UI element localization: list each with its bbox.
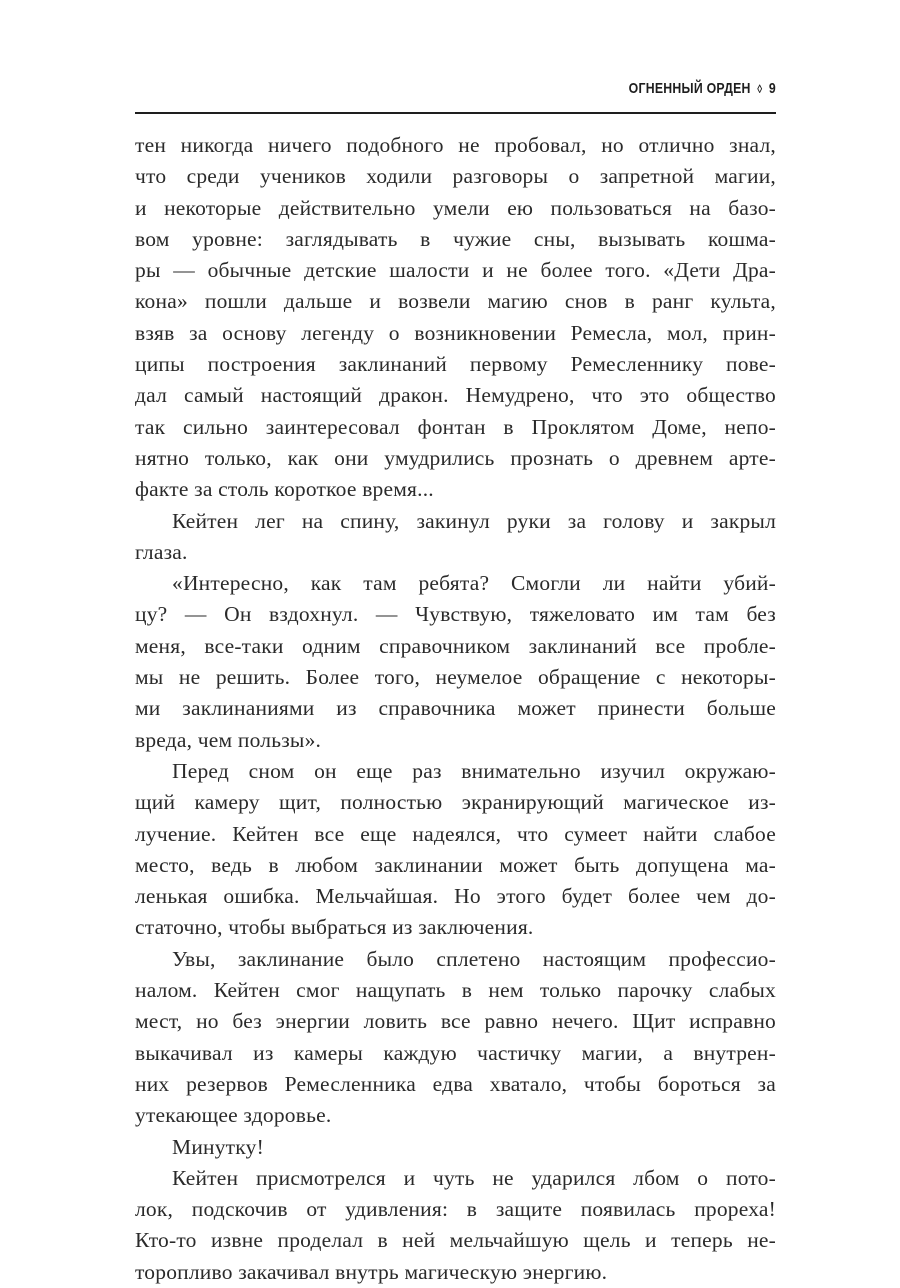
paragraph bbox=[135, 1163, 776, 1288]
text-line: лучение. Кейтен все еще надеялся, что сумеет найти слабое bbox=[135, 821, 776, 846]
text-line: ры — обычные детские шалости и не более того. «Дети Дра- bbox=[135, 258, 776, 283]
text-line: «Интересно, как там ребята? Смогли ли найти убий- bbox=[172, 571, 776, 596]
text-line: Кейтен лег на спину, закинул руки за голову и закрыл bbox=[172, 508, 776, 533]
text-line: и некоторые действительно умели ею пользоваться на базо- bbox=[135, 195, 776, 220]
text-line: ципы построения заклинаний первому Ремесленнику пове- bbox=[135, 352, 776, 377]
header-rule bbox=[135, 112, 776, 114]
text-line: цу? — Он вздохнул. — Чувствую, тяжеловато им там без bbox=[135, 602, 776, 627]
text-line: вреда, чем пользы». bbox=[135, 727, 322, 752]
paragraph bbox=[135, 506, 776, 569]
running-title: ОГНЕННЫЙ ОРДЕН bbox=[628, 80, 751, 97]
text-line: мы не решить. Более того, неумелое обращение с некоторы- bbox=[135, 665, 776, 690]
page-number: 9 bbox=[768, 80, 776, 97]
text-line: них резервов Ремесленника едва хватало, чтобы бороться за bbox=[135, 1071, 776, 1096]
body-text bbox=[135, 130, 776, 1288]
text-line: Минутку! bbox=[172, 1134, 264, 1159]
text-line: налом. Кейтен смог нащупать в нем только парочку слабых bbox=[135, 978, 776, 1003]
paragraph bbox=[135, 130, 776, 506]
text-line: мест, но без энергии ловить все равно нечего. Щит исправно bbox=[135, 1009, 776, 1034]
paragraph bbox=[135, 756, 776, 944]
text-line: Кейтен присмотрелся и чуть не ударился лбом о пото- bbox=[172, 1165, 776, 1190]
text-line: дал самый настоящий дракон. Немудрено, что это общество bbox=[135, 383, 776, 408]
text-line: Перед сном он еще раз внимательно изучил окружаю- bbox=[172, 758, 776, 783]
text-line: факте за столь короткое время... bbox=[135, 477, 434, 502]
text-line: тен никогда ничего подобного не пробовал, но отлично знал, bbox=[135, 133, 776, 157]
text-line: вом уровне: заглядывать в чужие сны, вызывать кошма- bbox=[135, 226, 776, 251]
text-line: выкачивал из камеры каждую частичку магии, а внутрен- bbox=[135, 1040, 776, 1065]
text-line: утекающее здоровье. bbox=[135, 1103, 332, 1128]
text-line: лок, подскочив от удивления: в защите появилась прореха! bbox=[135, 1197, 776, 1222]
text-line: ми заклинаниями из справочника может принести больше bbox=[135, 696, 776, 721]
text-line: нятно только, как они умудрились прознать о древнем арте- bbox=[135, 445, 776, 470]
running-header bbox=[250, 80, 776, 106]
text-line: торопливо закачивал внутрь магическую энергию. bbox=[135, 1259, 608, 1284]
text-line: меня, все-таки одним справочником заклинаний все пробле- bbox=[135, 633, 776, 658]
text-line: взяв за основу легенду о возникновении Ремесла, мол, прин- bbox=[135, 320, 776, 345]
text-line: ленькая ошибка. Мельчайшая. Но этого будет более чем до- bbox=[135, 884, 776, 909]
paragraph bbox=[135, 944, 776, 1132]
paragraph bbox=[135, 568, 776, 756]
text-line: статочно, чтобы выбраться из заключения. bbox=[135, 915, 534, 940]
text-line: Кто-то извне проделал в ней мельчайшую щель и теперь не- bbox=[135, 1228, 776, 1253]
paragraph bbox=[135, 1132, 776, 1163]
text-line: щий камеру щит, полностью экранирующий магическое из- bbox=[135, 790, 776, 815]
text-line: место, ведь в любом заклинании может быть допущена ма- bbox=[135, 852, 776, 877]
text-line: так сильно заинтересовал фонтан в Проклятом Доме, непо- bbox=[135, 414, 776, 439]
text-line: что среди учеников ходили разговоры о запретной магии, bbox=[135, 164, 776, 189]
text-line: кона» пошли дальше и возвели магию снов в ранг культа, bbox=[135, 289, 776, 314]
text-line: Увы, заклинание было сплетено настоящим профессио- bbox=[172, 946, 776, 971]
diamond-separator-icon: ◊ bbox=[757, 82, 763, 96]
text-line: глаза. bbox=[135, 539, 188, 564]
